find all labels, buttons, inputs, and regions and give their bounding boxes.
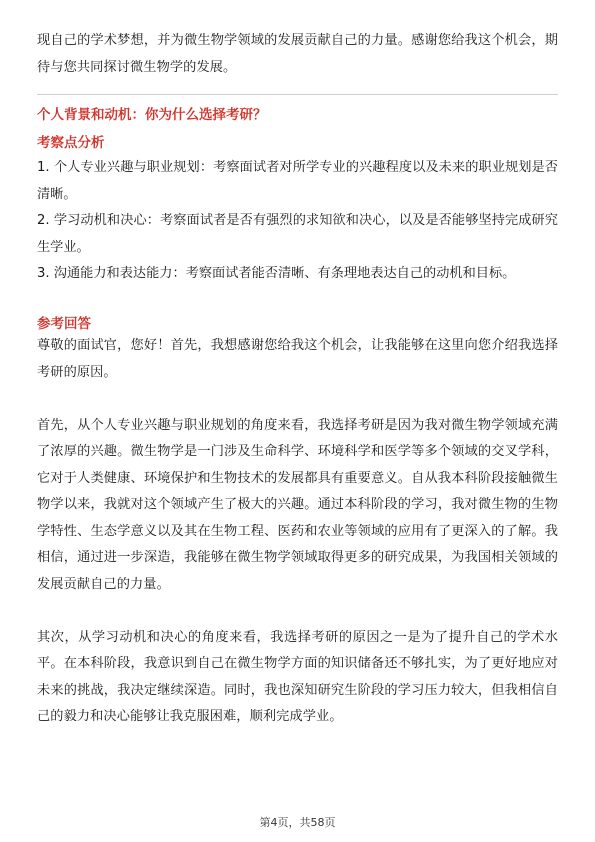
answer-label: 参考回答 [37,316,91,332]
analysis-label: 考察点分析 [37,135,105,151]
analysis-item: 3. 沟通能力和表达能力：考察面试者能否清晰、有条理地表达自己的动机和目标。 [37,266,516,281]
analysis-list [37,155,558,288]
answer-paragraph: 其次，从学习动机和决心的角度来看，我选择考研的原因之一是为了提升自己的学术水平。在本科阶段，我意识到自己在微生物学方面的知识储备还不够扎实，为了更好地应对未来的挑战，我决定继续深造。同时，我也深知研究生阶段的学习压力较大，但我相信自己的毅力和决心能够让我克服困难，顺利完成学业。 [37,629,558,724]
analysis-item: 2. 学习动机和决心：考察面试者是否有强烈的求知欲和决心，以及是否能够坚持完成研究生学业。 [37,213,558,255]
answer-paragraph: 尊敬的面试官，您好！首先，我想感谢您给我这个机会，让我能够在这里向您介绍我选择考研的原因。 [37,338,558,380]
question-heading: 个人背景和动机：你为什么选择考研？ [37,107,267,123]
analysis-item: 1. 个人专业兴趣与职业规划：考察面试者对所学专业的兴趣程度以及未来的职业规划是否清晰。 [37,160,558,202]
page-number-footer: 第4页，共58页 [259,816,336,829]
answer-paragraph: 首先，从个人专业兴趣与职业规划的角度来看，我选择考研是因为我对微生物学领域充满了浓厚的兴趣。微生物学是一门涉及生命科学、环境科学和医学等多个领域的交叉学科，它对于人类健康、环境保护和生物技术的发展都具有重要意义。自从我本科阶段接触微生物学以来，我就对这个领域产生了极大的兴趣。通过本科阶段的学习，我对微生物的生物学特性、生态学意义以及其在生物工程、医药和农业等领域的应用有了更深入的了解。我相信，通过进一步深造，我能够在微生物学领域取得更多的研究成果，为我国相关领域的发展贡献自己的力量。 [37,417,558,592]
answer-block [37,333,558,757]
section-divider [37,94,558,95]
intro-paragraph: 现自己的学术梦想，并为微生物学领域的发展贡献自己的力量。感谢您给我这个机会，期待与您共同探讨微生物学的发展。 [37,33,558,75]
